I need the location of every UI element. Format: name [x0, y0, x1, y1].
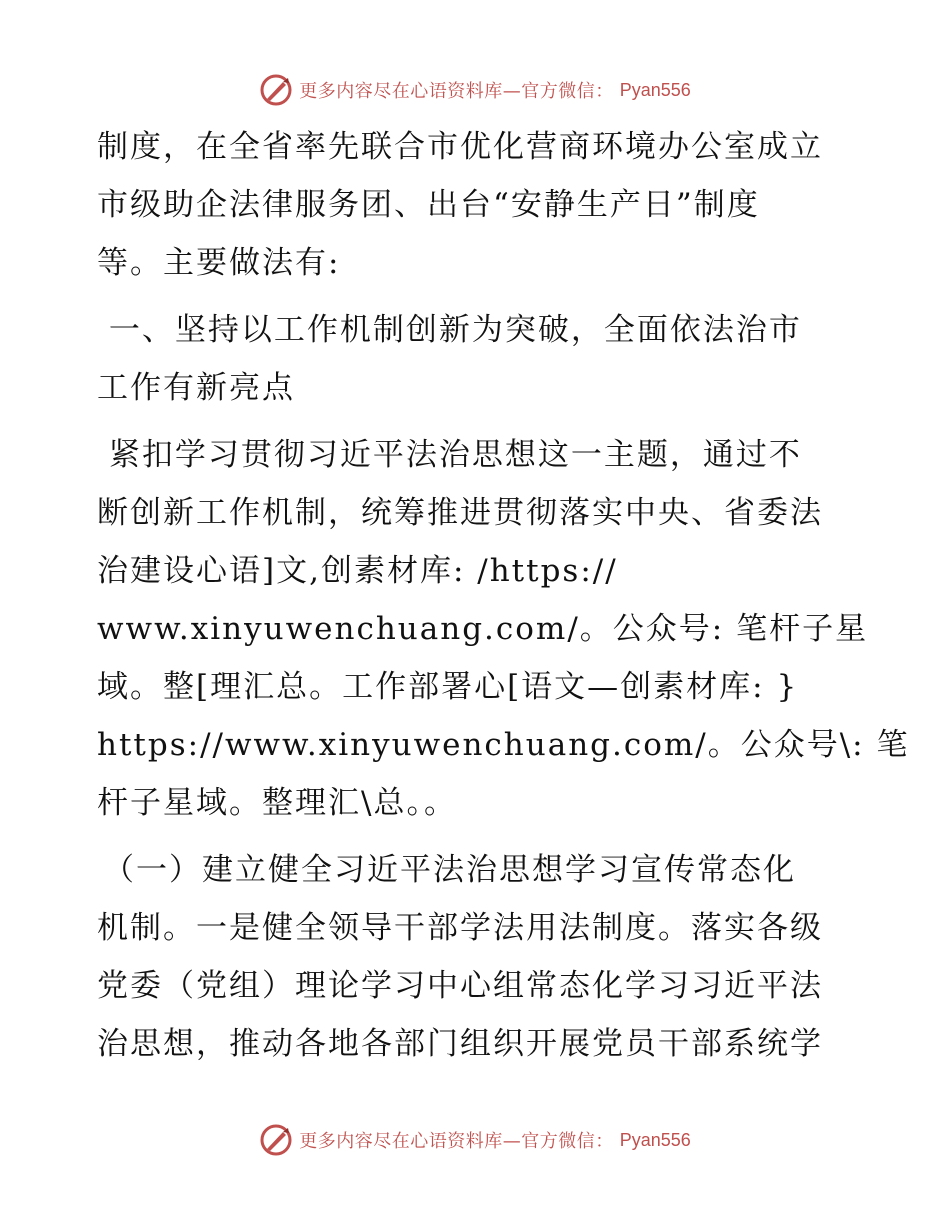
document-body [97, 118, 910, 1073]
text-line: 域。整[理汇总。工作部署心[语文—创素材库: } [97, 669, 799, 705]
text-line: 等。主要做法有: [97, 245, 341, 281]
text-line: 党委（党组）理论学习中心组常态化学习习近平法 [97, 968, 823, 1004]
text-line: 治思想，推动各地各部门组织开展党员干部系统学 [97, 1026, 823, 1062]
watermark-text: 更多内容尽在心语资料库—官方微信： [299, 81, 614, 102]
text-line: 紧扣学习贯彻习近平法治思想这一主题，通过不 [97, 437, 802, 473]
text-line: 断创新工作机制，统筹推进贯彻落实中央、省委法 [97, 495, 823, 531]
paragraph [97, 841, 857, 1073]
text-line: 制度，在全省率先联合市优化营商环境办公室成立 [97, 129, 823, 165]
quill-logo-icon [259, 1123, 293, 1157]
footer-watermark [0, 1120, 950, 1160]
watermark-account: Pyan556 [619, 79, 691, 100]
text-line: 杆子星域。整理汇\总。。 [97, 785, 457, 821]
watermark-text: 更多内容尽在心语资料库—官方微信： [299, 1131, 614, 1152]
paragraph [97, 426, 910, 832]
paragraph [97, 118, 857, 292]
watermark-account: Pyan556 [619, 1129, 691, 1150]
quill-logo-icon [259, 73, 293, 107]
text-line: https://www.xinyuwenchuang.com/。公众号\: 笔 [97, 727, 910, 763]
text-line: 治建设心语]文,创素材库: /https:// [97, 553, 618, 589]
text-line: 机制。一是健全领导干部学法用法制度。落实各级 [97, 910, 823, 946]
text-line: 工作有新亮点 [97, 370, 295, 406]
section-heading [97, 301, 857, 417]
text-line: （一）建立健全习近平法治思想学习宣传常态化 [103, 852, 796, 888]
header-watermark [0, 70, 950, 110]
text-line: 市级助企法律服务团、出台“安静生产日”制度 [97, 187, 760, 223]
text-line: www.xinyuwenchuang.com/。公众号: 笔杆子星 [97, 611, 869, 647]
text-line: 一、坚持以工作机制创新为突破，全面依法治市 [97, 312, 802, 348]
